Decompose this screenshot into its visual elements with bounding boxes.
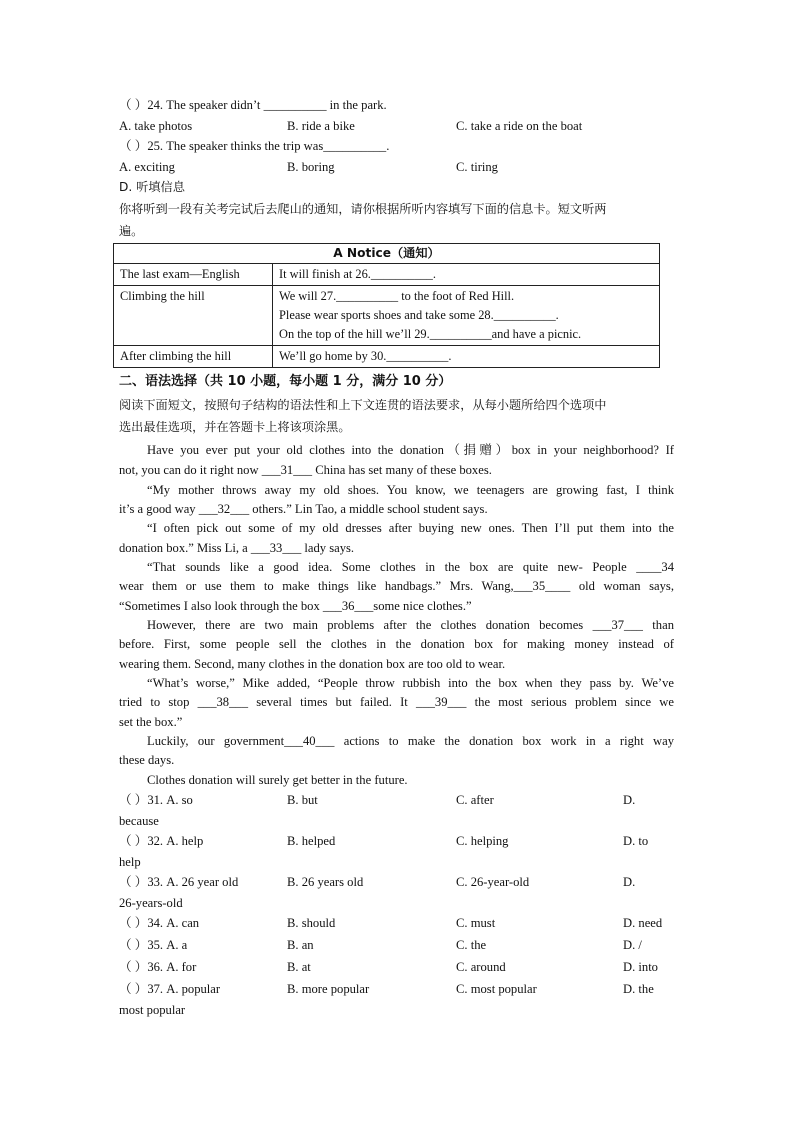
- q24-option-c: C. take a ride on the boat: [456, 119, 583, 133]
- passage-line: Have you ever put your old clothes into the donation（捐赠）box in your neighborhood? If: [147, 443, 674, 457]
- q36-option-a: （ ）36. A. for: [119, 960, 197, 974]
- q34-option-b: B. should: [287, 916, 336, 930]
- blank-27-line: We will 27.__________ to the foot of Red Hill.: [279, 289, 515, 303]
- passage-line: “My mother throws away my old shoes. You know, we teenagers are growing fast, I think: [147, 483, 674, 497]
- q34-option-d: D. need: [623, 916, 663, 930]
- q32-option-a: （ ）32. A. help: [119, 834, 204, 848]
- passage-line: set the box.”: [119, 715, 183, 729]
- q33-option-d: D.: [623, 875, 636, 889]
- q31-option-b: B. but: [287, 793, 318, 807]
- blank-28-line: Please wear sports shoes and take some 28.__________.: [279, 308, 559, 322]
- q34-option-c: C. must: [456, 916, 496, 930]
- passage-line: “I often pick out some of my old dresses after buying new ones. Then I’ll put them into the: [147, 521, 674, 535]
- passage-line: However, there are two main problems after the clothes donation becomes ___37___ than: [147, 618, 674, 632]
- notice-title: A Notice（通知）: [114, 244, 660, 264]
- q34-option-a: （ ）34. A. can: [119, 916, 200, 930]
- passage-line: wear them or use them to make things like handbags.” Mrs. Wang,___35____ old woman says,: [119, 579, 674, 593]
- notice-row-content: [273, 264, 660, 286]
- q35-option-c: C. the: [456, 938, 487, 952]
- q35-option-b: B. an: [287, 938, 314, 952]
- section-heading-grammar: 二、语法选择（共 10 小题，每小题 1 分，满分 10 分）: [119, 374, 452, 389]
- q37-option-b: B. more popular: [287, 982, 370, 996]
- q31-option-d-text: because: [119, 814, 159, 828]
- passage-line: these days.: [119, 753, 175, 767]
- q32-option-d-text: help: [119, 855, 141, 869]
- notice-row-content: [273, 286, 660, 346]
- passage-line: before. First, some people sell the clothes in the donation box for making money instead of: [119, 637, 674, 651]
- grammar-instruction-2: 选出最佳选项，并在答题卡上将该项涂黑。: [119, 420, 351, 434]
- q36-option-d: D. into: [623, 960, 658, 974]
- passage-line: not, you can do it right now ___31___ China has set many of these boxes.: [119, 463, 492, 477]
- section-d-instruction-2: 遍。: [119, 224, 144, 238]
- question-24: （ ）24. The speaker didn’t __________ in the park.: [119, 98, 387, 112]
- passage-line: wearing them. Second, many clothes in the donation box are too old to wear.: [119, 657, 506, 671]
- passage-line: “That sounds like a good idea. Some clothes in the box are quite new- People ____34: [147, 560, 674, 574]
- question-25: （ ）25. The speaker thinks the trip was__________.: [119, 139, 390, 153]
- q31-option-c: C. after: [456, 793, 494, 807]
- q33-option-d-text: 26-years-old: [119, 896, 183, 910]
- q32-option-c: C. helping: [456, 834, 509, 848]
- section-d-instruction-1: 你将听到一段有关考完试后去爬山的通知，请你根据所听内容填写下面的信息卡。短文听两: [119, 202, 607, 216]
- notice-table: [113, 243, 660, 368]
- q37-option-c: C. most popular: [456, 982, 537, 996]
- q31-option-d: D.: [623, 793, 636, 807]
- q25-option-c: C. tiring: [456, 160, 498, 174]
- q36-option-b: B. at: [287, 960, 311, 974]
- q25-option-b: B. boring: [287, 160, 335, 174]
- q37-option-d: D. the: [623, 982, 654, 996]
- blank-26-line: It will finish at 26.__________.: [279, 267, 436, 281]
- passage-line: it’s a good way ___32___ others.” Lin Tao, a middle school student says.: [119, 502, 488, 516]
- q33-option-a: （ ）33. A. 26 year old: [119, 875, 239, 889]
- notice-row-label: Climbing the hill: [114, 286, 273, 346]
- blank-30-line: We’ll go home by 30.__________.: [279, 349, 452, 363]
- q33-option-c: C. 26-year-old: [456, 875, 530, 889]
- passage-line: Luckily, our government___40___ actions to make the donation box work in a right way: [147, 734, 674, 748]
- passage-line: tried to stop ___38___ several times but failed. It ___39___ the most serious problem since we: [119, 695, 674, 709]
- blank-29-line: On the top of the hill we’ll 29.__________and have a picnic.: [279, 327, 582, 341]
- q33-option-b: B. 26 years old: [287, 875, 364, 889]
- notice-row-content: [273, 346, 660, 368]
- q24-option-b: B. ride a bike: [287, 119, 355, 133]
- section-d-title: D. 听填信息: [119, 180, 185, 194]
- q36-option-c: C. around: [456, 960, 506, 974]
- q24-option-a: A. take photos: [119, 119, 193, 133]
- q32-option-b: B. helped: [287, 834, 336, 848]
- q32-option-d: D. to: [623, 834, 649, 848]
- grammar-instruction-1: 阅读下面短文，按照句子结构的语法性和上下文连贯的语法要求，从每小题所给四个选项中: [119, 398, 607, 412]
- passage-line: donation box.” Miss Li, a ___33___ lady says.: [119, 541, 355, 555]
- passage-line: “Sometimes I also look through the box ___36___some nice clothes.”: [119, 599, 472, 613]
- passage-line: Clothes donation will surely get better in the future.: [147, 773, 408, 787]
- q37-option-a: （ ）37. A. popular: [119, 982, 221, 996]
- q31-option-a: （ ）31. A. so: [119, 793, 193, 807]
- passage-line: “What’s worse,” Mike added, “People throw rubbish into the box when they pass by. We’ve: [147, 676, 674, 690]
- q37-option-d-text: most popular: [119, 1003, 186, 1017]
- q25-option-a: A. exciting: [119, 160, 175, 174]
- notice-row-label: After climbing the hill: [114, 346, 273, 368]
- q35-option-d: D. /: [623, 938, 642, 952]
- notice-row-label: The last exam—English: [114, 264, 273, 286]
- q35-option-a: （ ）35. A. a: [119, 938, 188, 952]
